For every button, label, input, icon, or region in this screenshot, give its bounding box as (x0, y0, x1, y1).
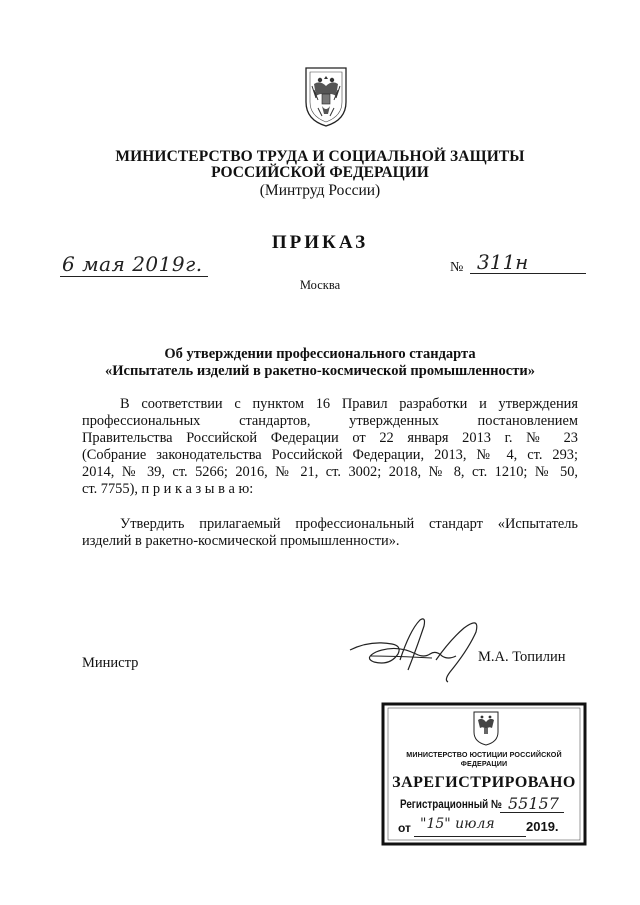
body-p2-line: Утвердить прилагаемый профессиональный стандарт «Испытатель (120, 516, 578, 532)
number-underline (470, 273, 586, 274)
signer-name: М.А. Топилин (478, 649, 566, 665)
stamp-emblem-icon (470, 708, 502, 746)
ministry-name-line2: РОССИЙСКОЙ ФЕДЕРАЦИИ (211, 164, 429, 181)
signer-title: Министр (82, 655, 139, 671)
order-number-label: № (450, 260, 464, 275)
ministry-name-line1: МИНИСТЕРСТВО ТРУДА И СОЦИАЛЬНОЙ ЗАЩИТЫ (115, 148, 525, 165)
stamp-date-label: от (398, 821, 411, 835)
body-p1-line: профессиональных стандартов, утвержденных постановлением (82, 413, 578, 429)
order-title: ПРИКАЗ (271, 232, 369, 253)
date-underline (60, 276, 208, 277)
stamp-year: 2019. (526, 819, 559, 834)
stamp-reg-label: Регистрационный № (400, 797, 502, 811)
stamp-registered: ЗАРЕГИСТРИРОВАНО (392, 774, 576, 791)
body-p1-line: (Собрание законодательства Российской Федерации, 2013, № 4, ст. 293; (82, 447, 578, 463)
stamp-reg-number: 55157 (508, 794, 559, 813)
state-emblem-icon (300, 62, 352, 128)
body-p1-line: ст. 7755), п р и к а з ы в а ю: (82, 481, 254, 497)
stamp-reg-underline (500, 812, 564, 813)
stamp-date-handwritten: "15" июля (420, 816, 495, 832)
subject-line-2: «Испытатель изделий в ракетно-космической промышленности» (105, 363, 535, 379)
order-date-handwritten: 6 мая 2019г. (62, 252, 203, 276)
body-p1-line: Правительства Российской Федерации от 22 января 2013 г. № 23 (82, 430, 578, 446)
body-p1-line: 2014, № 39, ст. 5266; 2016, № 21, ст. 3002; 2018, № 8, ст. 1210; № 50, (82, 464, 578, 480)
handwritten-signature (340, 610, 490, 688)
ministry-short-name: (Минтруд России) (259, 182, 381, 199)
stamp-date-underline (414, 836, 526, 837)
stamp-ministry: МИНИСТЕРСТВО ЮСТИЦИИ РОССИЙСКОЙ ФЕДЕРАЦИИ (406, 750, 562, 768)
order-city: Москва (299, 278, 341, 292)
subject-line-1: Об утверждении профессионального стандарта (164, 346, 476, 362)
body-p2-line: изделий в ракетно-космической промышленности». (82, 533, 400, 549)
order-number-handwritten: 311н (477, 250, 529, 274)
body-p1-line: В соответствии с пунктом 16 Правил разработки и утверждения (120, 396, 578, 412)
